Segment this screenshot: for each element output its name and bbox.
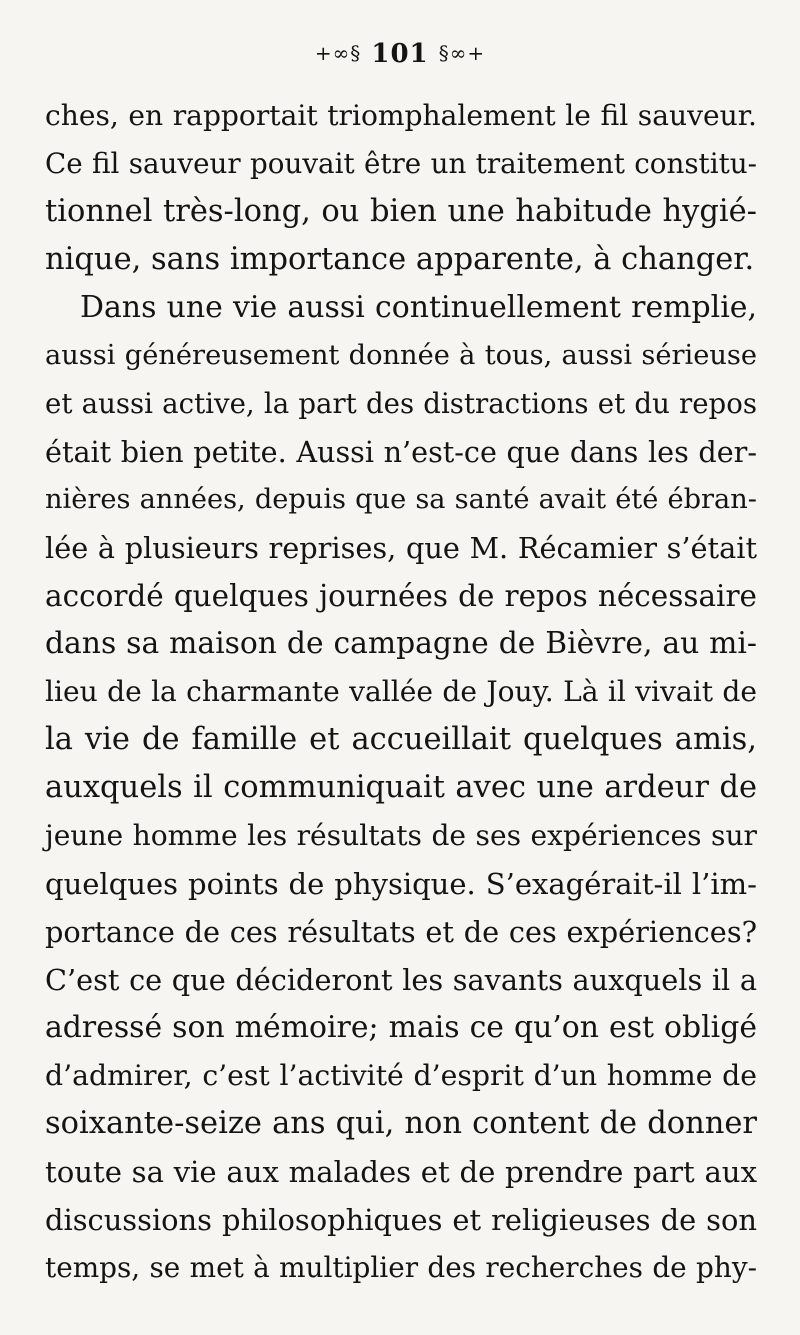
text-line: C’est ce que décideront les savants auxquels il a (45, 963, 757, 997)
text-line: lée à plusieurs reprises, que M. Récamier s’était (45, 531, 757, 565)
body-text (45, 92, 757, 1292)
text-line: discussions philosophiques et religieuses de son (45, 1203, 757, 1237)
text-line: Dans une vie aussi continuellement remplie, (80, 290, 757, 325)
text-line: la vie de famille et accueillait quelques amis, (45, 722, 757, 757)
text-line: et aussi active, la part des distractions et du repos (45, 387, 757, 420)
text-line: accordé quelques journées de repos nécessaire (45, 579, 757, 613)
text-line: soixante-seize ans qui, non content de donner (45, 1106, 757, 1141)
text-line: quelques points de physique. S’exagérait-il l’im- (45, 867, 757, 901)
text-line: auxquels il communiquait avec une ardeur de (45, 770, 757, 805)
text-line: Ce fil sauveur pouvait être un traitement constitu- (45, 147, 757, 180)
text-line: toute sa vie aux malades et de prendre part aux (45, 1155, 757, 1189)
page-header (0, 36, 800, 73)
text-line: tionnel très-long, ou bien une habitude hygié- (45, 194, 757, 229)
text-line: était bien petite. Aussi n’est-ce que dans les der- (45, 435, 757, 469)
text-line: lieu de la charmante vallée de Jouy. Là il vivait de (45, 675, 757, 708)
text-line: ches, en rapportait triomphalement le fil sauveur. (45, 99, 757, 132)
text-line: portance de ces résultats et de ces expériences? (45, 915, 757, 949)
right-ornament: §∞+ (438, 41, 486, 65)
page-number: 101 (371, 39, 429, 69)
text-line: jeune homme les résultats de ses expériences sur (45, 819, 757, 852)
text-line: d’admirer, c’est l’activité d’esprit d’un homme de (45, 1059, 757, 1092)
text-line: nières années, depuis que sa santé avait été ébran- (45, 484, 757, 515)
text-line: adressé son mémoire; mais ce qu’on est obligé (45, 1010, 757, 1045)
text-line: dans sa maison de campagne de Bièvre, au mi- (45, 626, 757, 661)
left-ornament: +∞§ (314, 41, 362, 65)
text-line: temps, se met à multiplier des recherches de phy- (45, 1251, 757, 1284)
text-line: nique, sans importance apparente, à changer. (45, 242, 755, 277)
text-line: aussi généreusement donnée à tous, aussi sérieuse (45, 340, 757, 371)
